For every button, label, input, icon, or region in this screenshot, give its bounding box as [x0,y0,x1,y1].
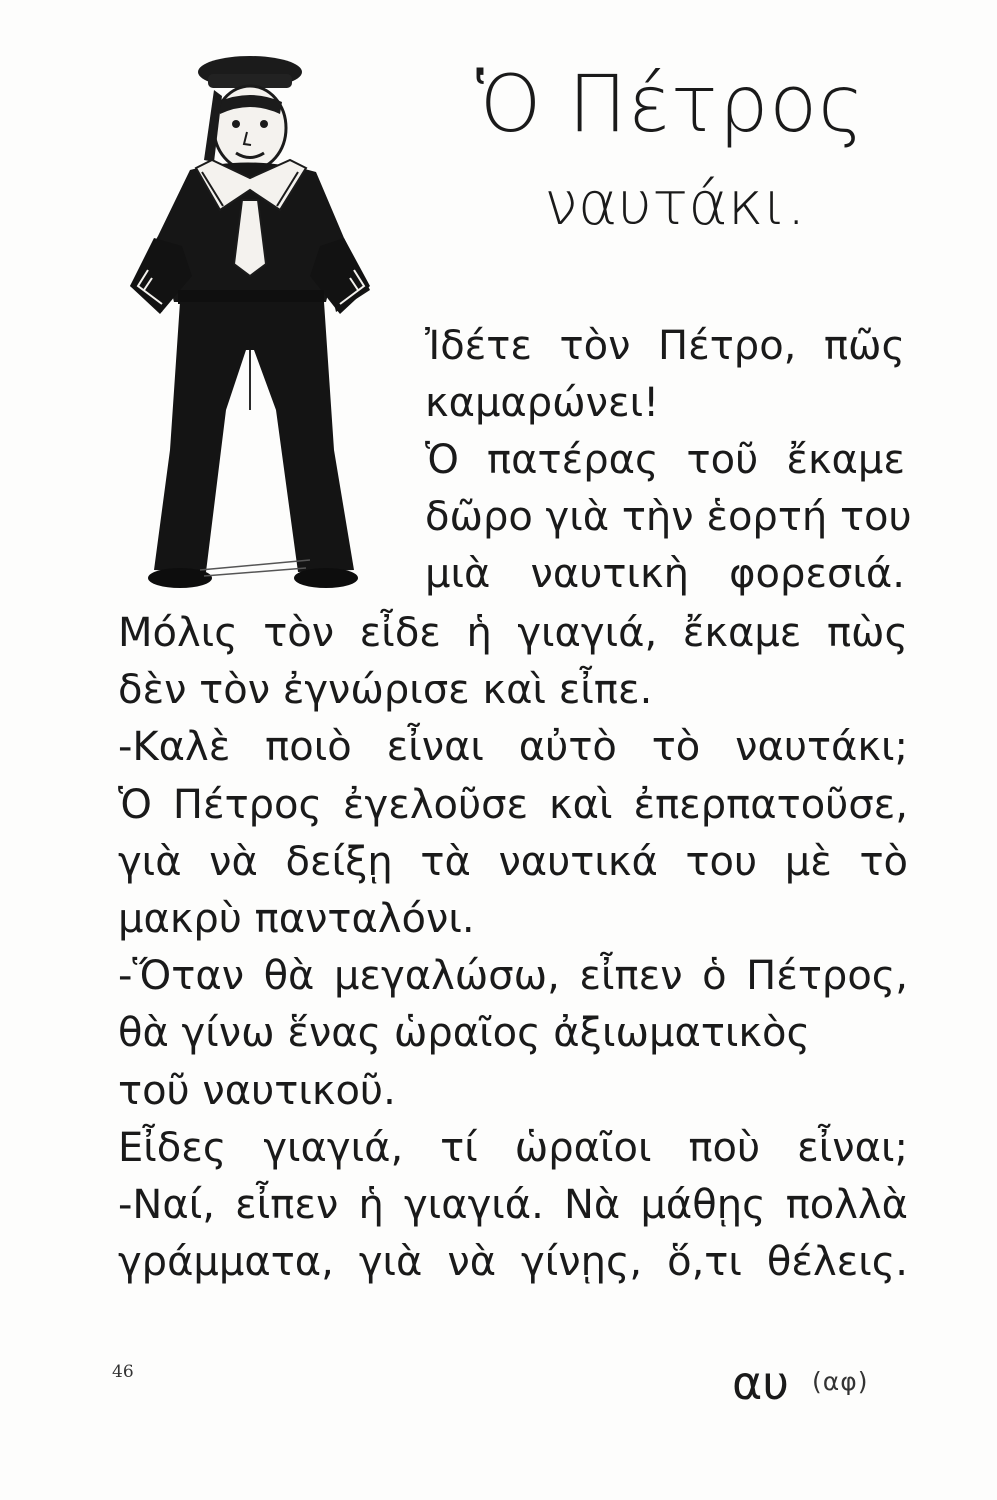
story-title [440,60,900,244]
sailor-boy-illustration [130,50,390,595]
page-number: 46 [112,1362,134,1382]
text-line: γράμματα, γιὰ νὰ γίνῃς, ὅ,τι θέλεις. [118,1239,908,1286]
text-line: -Ναί, εἶπεν ἡ γιαγιά. Νὰ μάθῃς πολλὰ [118,1182,908,1229]
text-line: Ὁ Πέτρος ἐγελοῦσε καὶ ἐπερπατοῦσε, [118,781,908,828]
text-line: μακρὺ πανταλόνι. [118,896,475,943]
text-line: -Ὅταν θὰ μεγαλώσω, εἶπεν ὁ Πέτρος, [118,953,908,1000]
text-line: δῶρο γιὰ τὴν ἑορτή του [425,494,912,540]
intro-paragraph [425,318,912,603]
text-line: καμαρώνει! [425,380,660,426]
text-line: Εἶδες γιαγιά, τί ὡραῖοι ποὺ εἶναι; [118,1124,908,1171]
title-line-2: ναυτάκι. [544,169,806,239]
text-line: μιὰ ναυτικὴ φορεσιά. [425,551,905,597]
text-line: Ὁ πατέρας τοῦ ἔκαμε [425,437,905,483]
text-line: Ἰδέτε τὸν Πέτρο, πῶς [425,323,905,369]
text-line: δὲν τὸν ἐγνώρισε καὶ εἶπε. [118,667,653,714]
text-line: γιὰ νὰ δείξῃ τὰ ναυτικά του μὲ τὸ [118,838,908,885]
text-line: -Καλὲ ποιὸ εἶναι αὐτὸ τὸ ναυτάκι; [118,724,908,771]
story-body [118,605,908,1291]
text-line: Μόλις τὸν εἶδε ἡ γιαγιά, ἔκαμε πὼς [118,610,908,656]
text-line: τοῦ ναυτικοῦ. [118,1067,396,1114]
lesson-letters: αυ [732,1356,789,1410]
title-line-1: Ὁ Πέτρος [475,60,865,150]
text-line: θὰ γίνω ἕνας ὡραῖος ἀξιωματικὸς [118,1010,810,1057]
lesson-sound: (αφ) [812,1367,869,1396]
